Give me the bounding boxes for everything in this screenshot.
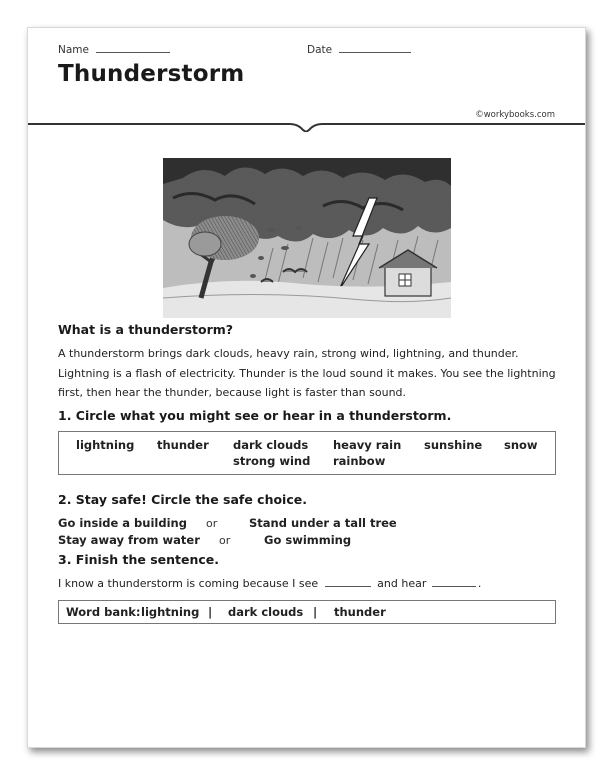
name-line[interactable] [96, 52, 170, 53]
name-label: Name [58, 44, 89, 56]
q3-blank-hear[interactable] [432, 586, 476, 587]
page-title: Thunderstorm [58, 61, 245, 87]
header-divider [28, 116, 585, 132]
q2-or-label: or [219, 534, 231, 547]
date-label: Date [307, 44, 333, 56]
worksheet-page [27, 27, 586, 748]
q1-word[interactable]: dark clouds [233, 438, 309, 452]
q1-word[interactable]: strong wind [233, 454, 311, 468]
intro-line: first, then hear the thunder, because light is faster than sound. [58, 386, 407, 399]
intro-heading: What is a thunderstorm? [58, 322, 234, 337]
q1-heading: 1. Circle what you might see or hear in a thunderstorm. [58, 408, 452, 423]
q2-option-unsafe[interactable]: Go swimming [264, 533, 352, 547]
word-bank-label: Word bank: [66, 605, 141, 619]
word-bank-separator: | [208, 605, 213, 619]
q2-or-label: or [206, 517, 218, 530]
q2-option-unsafe[interactable]: Stand under a tall tree [249, 516, 397, 530]
word-bank-item: thunder [334, 605, 386, 619]
thunderstorm-illustration-icon [163, 158, 451, 318]
q3-blank-see[interactable] [325, 586, 371, 587]
word-bank-separator: | [313, 605, 318, 619]
q1-word[interactable]: snow [504, 438, 538, 452]
q3-sentence-start: I know a thunderstorm is coming because I see [58, 577, 319, 590]
word-bank-item: dark clouds [228, 605, 304, 619]
intro-paragraph [58, 344, 558, 403]
q3-sentence-end: . [477, 577, 482, 590]
name-field[interactable] [58, 44, 170, 56]
q1-word[interactable]: thunder [157, 438, 209, 452]
intro-line: Lightning is a flash of electricity. Thunder is the loud sound it makes. You see the lightning [58, 366, 556, 380]
intro-line: A thunderstorm brings dark clouds, heavy rain, strong wind, lightning, and thunder. [58, 347, 519, 360]
q3-sentence [58, 574, 481, 594]
date-field[interactable] [307, 44, 411, 56]
date-line[interactable] [339, 52, 411, 53]
q3-sentence-mid: and hear [377, 577, 427, 590]
q1-word[interactable]: lightning [76, 438, 135, 452]
copyright-text: ©workybooks.com [475, 110, 555, 120]
word-bank-item: lightning [141, 605, 200, 619]
word-bank-box [58, 600, 556, 624]
q3-heading: 3. Finish the sentence. [58, 552, 220, 567]
q1-word[interactable]: rainbow [333, 454, 386, 468]
q1-word[interactable]: sunshine [424, 438, 483, 452]
q1-word-box [58, 431, 556, 475]
q2-option-safe[interactable]: Stay away from water [58, 533, 200, 547]
q2-option-safe[interactable]: Go inside a building [58, 516, 187, 530]
q1-word[interactable]: heavy rain [333, 438, 402, 452]
q2-heading: 2. Stay safe! Circle the safe choice. [58, 492, 307, 507]
